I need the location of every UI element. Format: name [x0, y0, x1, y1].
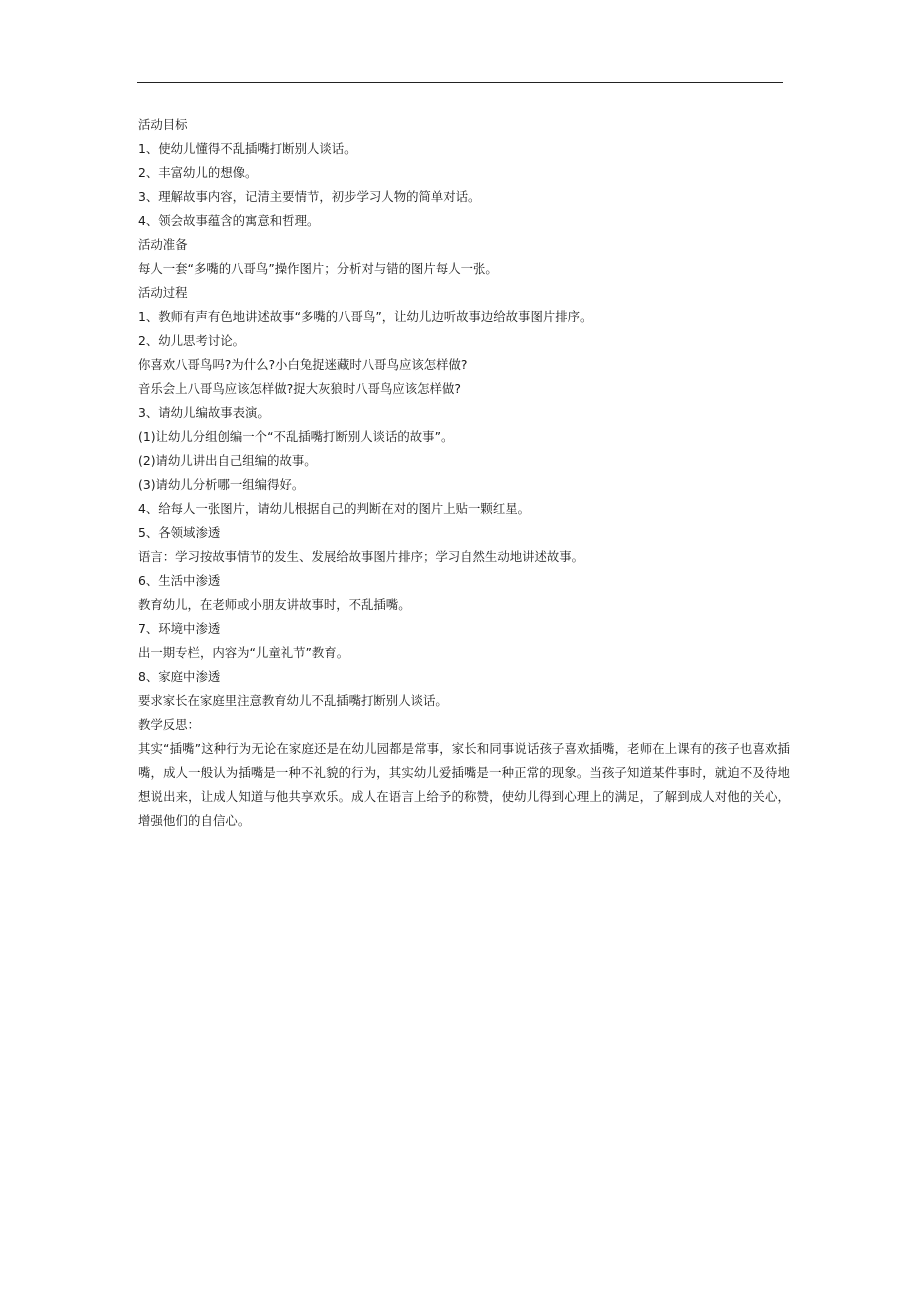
process-step-7: 7、环境中渗透: [138, 621, 221, 636]
goal-item-2: 2、丰富幼儿的想像。: [138, 165, 258, 180]
discussion-question-1: 你喜欢八哥鸟吗?为什么?小白兔捉迷藏时八哥鸟应该怎样做?: [138, 357, 468, 372]
section-heading-reflection: 教学反思：: [138, 717, 200, 732]
section-heading-preparation: 活动准备: [138, 237, 188, 252]
process-step-3: 3、请幼儿编故事表演。: [138, 405, 270, 420]
sub-step-3: (3)请幼儿分析哪一组编得好。: [138, 477, 305, 492]
process-step-2: 2、幼儿思考讨论。: [138, 333, 246, 348]
sub-step-2: (2)请幼儿讲出自己组编的故事。: [138, 453, 317, 468]
process-step-1: 1、教师有声有色地讲述故事“多嘴的八哥鸟”，让幼儿边听故事边给故事图片排序。: [138, 309, 593, 324]
section-heading-goals: 活动目标: [138, 117, 188, 132]
language-text: 语言：学习按故事情节的发生、发展给故事图片排序；学习自然生动地讲述故事。: [138, 549, 585, 564]
process-step-8: 8、家庭中渗透: [138, 669, 221, 684]
preparation-text: 每人一套“多嘴的八哥鸟”操作图片；分析对与错的图片每人一张。: [138, 261, 498, 276]
reflection-paragraph: 其实“插嘴”这种行为无论在家庭还是在幼儿园都是常事，家长和同事说话孩子喜欢插嘴，老师在上课有的孩子也喜欢插嘴，成人一般认为插嘴是一种不礼貌的行为，其实幼儿爱插嘴是一种正常的现象。当孩子知道某件事时，就迫不及待地想说出来，让成人知道与他共享欢乐。成人在语言上给予的称赞，使幼儿得到心理上的满足，了解到成人对他的关心，增强他们的自信心。: [138, 741, 790, 828]
sub-step-1: (1)让幼儿分组创编一个“不乱插嘴打断别人谈话的故事”。: [138, 429, 454, 444]
goal-item-3: 3、理解故事内容，记清主要情节，初步学习人物的简单对话。: [138, 189, 481, 204]
process-step-5: 5、各领域渗透: [138, 525, 221, 540]
environment-text: 出一期专栏，内容为“儿童礼节”教育。: [138, 645, 350, 660]
document-body: [138, 113, 790, 833]
discussion-question-2: 音乐会上八哥鸟应该怎样做?捉大灰狼时八哥鸟应该怎样做?: [138, 381, 461, 396]
process-step-4: 4、给每人一张图片，请幼儿根据自己的判断在对的图片上贴一颗红星。: [138, 501, 530, 516]
header-rule: [137, 82, 783, 83]
life-text: 教育幼儿，在老师或小朋友讲故事时，不乱插嘴。: [138, 597, 411, 612]
family-text: 要求家长在家庭里注意教育幼儿不乱插嘴打断别人谈话。: [138, 693, 448, 708]
goal-item-4: 4、领会故事蕴含的寓意和哲理。: [138, 213, 320, 228]
section-heading-process: 活动过程: [138, 285, 188, 300]
goal-item-1: 1、使幼儿懂得不乱插嘴打断别人谈话。: [138, 141, 357, 156]
process-step-6: 6、生活中渗透: [138, 573, 221, 588]
